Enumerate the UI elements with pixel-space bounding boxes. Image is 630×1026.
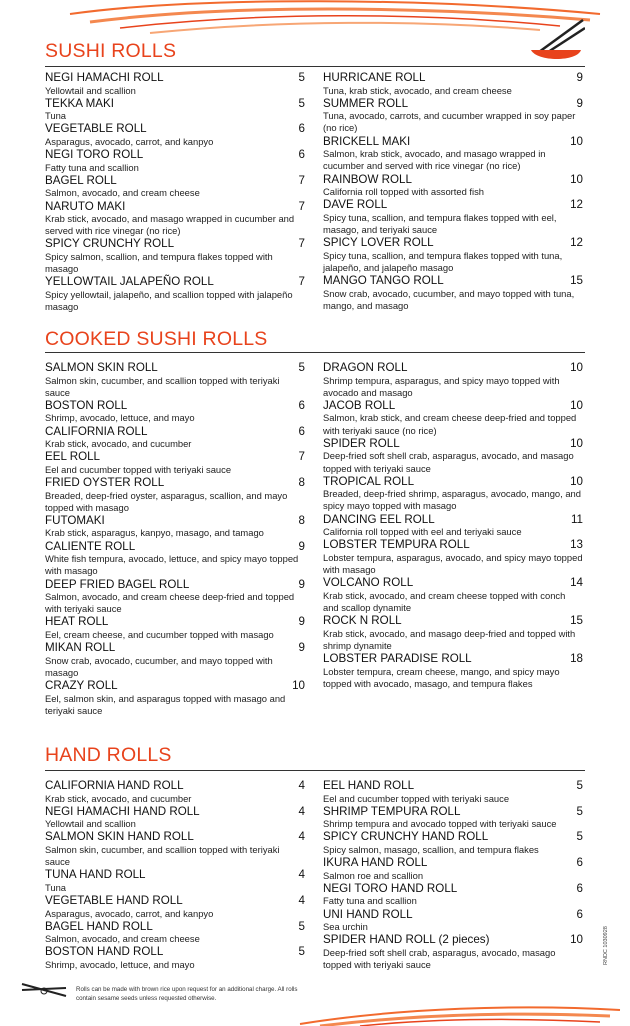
- item-price: 4: [298, 830, 305, 844]
- item-name: RAINBOW ROLL: [323, 172, 412, 186]
- item-description: Krab stick, avocado, and masago wrapped in cucumber and served with rice vinegar (no rice): [45, 213, 295, 237]
- item-description: Salmon, avocado, and cream cheese: [45, 933, 200, 945]
- item-name: EEL HAND ROLL: [323, 779, 415, 792]
- item-name: TEKKA MAKI: [45, 96, 114, 110]
- item-description: Spicy tuna, scallion, and tempura flakes topped with eel, masago, and teriyaki sauce: [323, 211, 557, 235]
- menu-item: [323, 856, 583, 882]
- item-price: 9: [576, 96, 583, 110]
- section-title: COOKED SUSHI ROLLS: [45, 328, 268, 350]
- item-name: SPICY LOVER ROLL: [323, 236, 434, 250]
- item-description: Salmon skin, cucumber, and scallion topped with teriyaki sauce: [45, 374, 280, 398]
- item-description: Yellowtail and scallion: [45, 818, 136, 830]
- item-name: CALIFORNIA ROLL: [45, 424, 148, 438]
- item-description: Snow crab, avocado, cucumber, and mayo topped with tuna, mango, and masago: [323, 287, 575, 311]
- item-price: 10: [570, 172, 583, 186]
- item-description: Salmon skin, cucumber, and scallion topped with teriyaki sauce: [45, 843, 280, 868]
- item-description: Spicy salmon, masago, scallion, and tempura flakes: [323, 843, 539, 855]
- item-name: HEAT ROLL: [45, 615, 109, 629]
- item-description: Sea urchin: [323, 921, 368, 933]
- item-name: VEGETABLE HAND ROLL: [45, 894, 183, 908]
- item-name: NEGI TORO ROLL: [45, 148, 144, 162]
- item-name: EEL ROLL: [45, 450, 100, 464]
- item-price: 5: [298, 361, 305, 374]
- item-price: 8: [298, 513, 305, 527]
- item-name: DANCING EEL ROLL: [323, 512, 435, 526]
- item-description: Tuna: [45, 110, 67, 122]
- item-name: SALMON SKIN ROLL: [45, 361, 158, 374]
- item-name: TUNA HAND ROLL: [45, 868, 146, 882]
- item-description: Salmon roe and scallion: [323, 869, 424, 881]
- item-price: 10: [570, 474, 583, 488]
- item-name: VOLCANO ROLL: [323, 576, 414, 590]
- menu-item: [45, 399, 305, 425]
- item-name: UNI HAND ROLL: [323, 907, 413, 921]
- menu-item: [323, 475, 583, 513]
- item-name: FRIED OYSTER ROLL: [45, 476, 165, 490]
- menu-item: [45, 425, 305, 451]
- item-description: Krab stick, avocado, and cucumber: [45, 438, 192, 450]
- item-name: BAGEL ROLL: [45, 173, 117, 187]
- item-price: 6: [298, 424, 305, 438]
- menu-item: [323, 513, 583, 539]
- item-description: Krab stick, asparagus, kanpyo, masago, and tamago: [45, 527, 264, 539]
- menu-item: [45, 679, 305, 717]
- item-description: Spicy salmon, scallion, and tempura flakes topped with masago: [45, 250, 273, 275]
- item-name: MIKAN ROLL: [45, 641, 116, 655]
- item-name: NEGI HAMACHI HAND ROLL: [45, 804, 200, 818]
- item-name: SPIDER ROLL: [323, 436, 400, 450]
- item-price: 4: [298, 868, 305, 882]
- item-price: 9: [298, 615, 305, 629]
- item-name: CALIENTE ROLL: [45, 539, 136, 553]
- item-price: 6: [576, 907, 583, 921]
- item-name: IKURA HAND ROLL: [323, 856, 428, 870]
- item-price: 5: [576, 830, 583, 844]
- item-price: 5: [576, 779, 583, 792]
- item-description: Breaded, deep-fried oyster, asparagus, scallion, and mayo topped with masago: [45, 489, 288, 513]
- item-name: FUTOMAKI: [45, 513, 105, 527]
- item-price: 18: [570, 652, 583, 666]
- item-description: Krab stick, avocado, and masago deep-fried and topped with shrimp dynamite: [323, 627, 576, 651]
- menu-item: [323, 805, 583, 831]
- menu-item: [323, 173, 583, 199]
- item-price: 5: [298, 945, 305, 959]
- item-name: SPIDER HAND ROLL (2 pieces): [323, 933, 490, 947]
- item-price: 10: [570, 134, 583, 148]
- item-price: 6: [576, 881, 583, 895]
- footnote: Rolls can be made with brown rice upon request for an additional charge. All rolls contain sesame seeds unless requested otherwise.: [76, 986, 298, 1002]
- menu-column-right: [323, 71, 583, 312]
- menu-item: [323, 614, 583, 652]
- item-description: Fatty tuna and scallion: [45, 161, 139, 173]
- menu-item: [45, 97, 305, 123]
- item-price: 6: [298, 398, 305, 412]
- section-divider: [45, 352, 585, 353]
- item-description: Tuna: [45, 881, 67, 893]
- menu-item: [45, 830, 305, 868]
- menu-item: [323, 399, 583, 437]
- menu-item: [323, 437, 583, 475]
- menu-column-right: [323, 779, 583, 971]
- item-name: ROCK N ROLL: [323, 614, 402, 628]
- item-name: LOBSTER PARADISE ROLL: [323, 652, 472, 666]
- menu-item: [323, 198, 583, 236]
- bottom-swoosh-decoration: [0, 996, 630, 1026]
- menu-item: [323, 933, 583, 971]
- item-price: 4: [298, 804, 305, 818]
- menu-item: [45, 615, 305, 641]
- item-name: DEEP FRIED BAGEL ROLL: [45, 577, 190, 591]
- item-name: SALMON SKIN HAND ROLL: [45, 830, 194, 844]
- item-price: 10: [570, 933, 583, 947]
- item-description: Eel and cucumber topped with teriyaki sauce: [323, 792, 510, 804]
- item-description: Asparagus, avocado, carrot, and kanpyo: [45, 907, 214, 919]
- item-description: Breaded, deep-fried shrimp, asparagus, avocado, mango, and spicy mayo topped with masago: [323, 488, 581, 512]
- menu-item: [323, 882, 583, 908]
- item-description: Asparagus, avocado, carrot, and kanpyo: [45, 135, 214, 147]
- menu-item: [323, 361, 583, 399]
- menu-item: [45, 641, 305, 679]
- item-price: 15: [570, 274, 583, 288]
- menu-item: [45, 275, 305, 313]
- item-name: SHRIMP TEMPURA ROLL: [323, 804, 461, 818]
- menu-column-left: [45, 361, 305, 717]
- item-price: 10: [570, 361, 583, 374]
- item-price: 6: [298, 122, 305, 136]
- item-price: 12: [570, 198, 583, 212]
- item-description: Shrimp tempura, asparagus, and spicy mayo topped with avocado and masago: [323, 374, 560, 398]
- item-name: NEGI TORO HAND ROLL: [323, 881, 458, 895]
- item-description: Eel, cream cheese, and cucumber topped with masago: [45, 628, 274, 640]
- item-name: TROPICAL ROLL: [323, 474, 415, 488]
- item-name: NARUTO MAKI: [45, 199, 126, 213]
- menu-column-right: [323, 361, 583, 690]
- menu-item: [323, 71, 583, 97]
- item-name: HURRICANE ROLL: [323, 71, 426, 84]
- menu-item: [323, 97, 583, 135]
- menu-item: [45, 148, 305, 174]
- item-name: BOSTON ROLL: [45, 398, 128, 412]
- item-price: 5: [576, 804, 583, 818]
- item-price: 6: [298, 148, 305, 162]
- item-name: JACOB ROLL: [323, 398, 396, 412]
- section-divider: [45, 66, 585, 67]
- menu-item: [45, 174, 305, 200]
- item-description: Salmon, krab stick, avocado, and masago wrapped in cucumber and served with rice vinegar (no rice): [323, 148, 546, 172]
- item-price: 4: [298, 779, 305, 792]
- item-name: DRAGON ROLL: [323, 361, 408, 374]
- item-description: Deep-fried soft shell crab, asparagus, avocado, and masago topped with teriyaki sauce: [323, 450, 574, 474]
- item-description: Deep-fried soft shell crab, asparagus, avocado, masago topped with teriyaki sauce: [323, 946, 556, 970]
- item-description: Shrimp tempura and avocado topped with teriyaki sauce: [323, 818, 557, 830]
- item-name: CRAZY ROLL: [45, 679, 118, 693]
- item-price: 9: [298, 641, 305, 655]
- item-name: YELLOWTAIL JALAPEÑO ROLL: [45, 275, 214, 289]
- item-name: VEGETABLE ROLL: [45, 122, 147, 136]
- item-name: MANGO TANGO ROLL: [323, 274, 444, 288]
- section-divider: [45, 770, 585, 771]
- item-description: White fish tempura, avocado, lettuce, and spicy mayo topped with masago: [45, 553, 299, 577]
- item-name: DAVE ROLL: [323, 198, 388, 212]
- item-price: 11: [570, 512, 583, 526]
- item-description: Fatty tuna and scallion: [323, 895, 417, 907]
- menu-item: [45, 805, 305, 831]
- item-description: Snow crab, avocado, cucumber, and mayo topped with masago: [45, 654, 273, 678]
- item-price: 7: [298, 237, 305, 251]
- item-name: SPICY CRUNCHY ROLL: [45, 237, 175, 251]
- item-price: 10: [570, 398, 583, 412]
- menu-item: [323, 576, 583, 614]
- menu-item: [45, 920, 305, 946]
- item-price: 8: [298, 476, 305, 490]
- item-price: 9: [576, 71, 583, 84]
- item-description: Krab stick, avocado, and cream cheese topped with conch and scallop dynamite: [323, 589, 566, 613]
- item-price: 14: [570, 576, 583, 590]
- menu-item: [45, 476, 305, 514]
- item-description: Yellowtail and scallion: [45, 84, 136, 96]
- item-name: LOBSTER TEMPURA ROLL: [323, 538, 470, 552]
- item-price: 12: [570, 236, 583, 250]
- item-description: Shrimp, avocado, lettuce, and mayo: [45, 958, 195, 970]
- item-price: 6: [576, 856, 583, 870]
- item-description: California roll topped with eel and teriyaki sauce: [323, 526, 522, 538]
- item-name: BRICKELL MAKI: [323, 134, 411, 148]
- menu-item: [45, 71, 305, 97]
- item-price: 5: [298, 71, 305, 84]
- item-name: NEGI HAMACHI ROLL: [45, 71, 164, 84]
- menu-item: [45, 945, 305, 971]
- item-description: Salmon, avocado, and cream cheese deep-fried and topped with teriyaki sauce: [45, 591, 295, 615]
- menu-item: [323, 236, 583, 274]
- menu-item: [45, 540, 305, 578]
- item-price: 5: [298, 919, 305, 933]
- item-description: Lobster tempura, cream cheese, mango, and spicy mayo topped with avocado, masago, and tempura flakes: [323, 665, 560, 689]
- item-description: Lobster tempura, asparagus, avocado, and spicy mayo topped with masago: [323, 551, 583, 576]
- section-title: SUSHI ROLLS: [45, 40, 177, 62]
- menu-item: [323, 538, 583, 576]
- item-description: Krab stick, avocado, and cucumber: [45, 792, 192, 804]
- menu-item: [45, 361, 305, 399]
- menu-item: [45, 578, 305, 616]
- menu-item: [323, 908, 583, 934]
- menu-item: [45, 450, 305, 476]
- menu-item: [45, 200, 305, 238]
- item-price: 10: [292, 679, 305, 693]
- item-name: SPICY CRUNCHY HAND ROLL: [323, 830, 489, 844]
- menu-item: [323, 135, 583, 173]
- item-name: BAGEL HAND ROLL: [45, 919, 153, 933]
- menu-item: [323, 652, 583, 690]
- item-description: Salmon, avocado, and cream cheese: [45, 187, 200, 199]
- item-description: Eel, salmon skin, and asparagus topped with masago and teriyaki sauce: [45, 692, 286, 716]
- side-code: RNDC 1030928: [603, 926, 609, 965]
- menu-item: [323, 830, 583, 856]
- item-name: SUMMER ROLL: [323, 96, 409, 110]
- menu-column-left: [45, 779, 305, 971]
- item-description: Tuna, krab stick, avocado, and cream cheese: [323, 84, 512, 96]
- item-description: Spicy tuna, scallion, and tempura flakes topped with tuna, jalapeño, and jalapeño masago: [323, 249, 563, 273]
- item-description: California roll topped with assorted fish: [323, 186, 485, 198]
- item-price: 5: [298, 96, 305, 110]
- menu-item: [323, 779, 583, 805]
- section-title: HAND ROLLS: [45, 744, 172, 766]
- item-price: 9: [298, 539, 305, 553]
- item-price: 9: [298, 577, 305, 591]
- item-price: 7: [298, 199, 305, 213]
- item-name: CALIFORNIA HAND ROLL: [45, 779, 184, 792]
- menu-item: [45, 514, 305, 540]
- item-price: 7: [298, 450, 305, 464]
- menu-item: [45, 894, 305, 920]
- item-description: Salmon, krab stick, and cream cheese deep-fried and topped with teriyaki sauce (no rice): [323, 412, 577, 436]
- menu-item: [45, 779, 305, 805]
- item-description: Eel and cucumber topped with teriyaki sauce: [45, 463, 232, 475]
- menu-item: [323, 274, 583, 312]
- item-price: 7: [298, 173, 305, 187]
- item-price: 4: [298, 894, 305, 908]
- item-price: 13: [570, 538, 583, 552]
- menu-item: [45, 122, 305, 148]
- rice-bowl-chopsticks-icon: [525, 14, 585, 66]
- item-name: BOSTON HAND ROLL: [45, 945, 164, 959]
- item-description: Spicy yellowtail, jalapeño, and scallion topped with jalapeño masago: [45, 288, 293, 313]
- menu-item: [45, 868, 305, 894]
- menu-column-left: [45, 71, 305, 313]
- item-description: Tuna, avocado, carrots, and cucumber wrapped in soy paper (no rice): [323, 110, 576, 134]
- item-price: 10: [570, 436, 583, 450]
- item-price: 7: [298, 275, 305, 289]
- item-price: 15: [570, 614, 583, 628]
- menu-item: [45, 237, 305, 275]
- item-description: Shrimp, avocado, lettuce, and mayo: [45, 412, 195, 424]
